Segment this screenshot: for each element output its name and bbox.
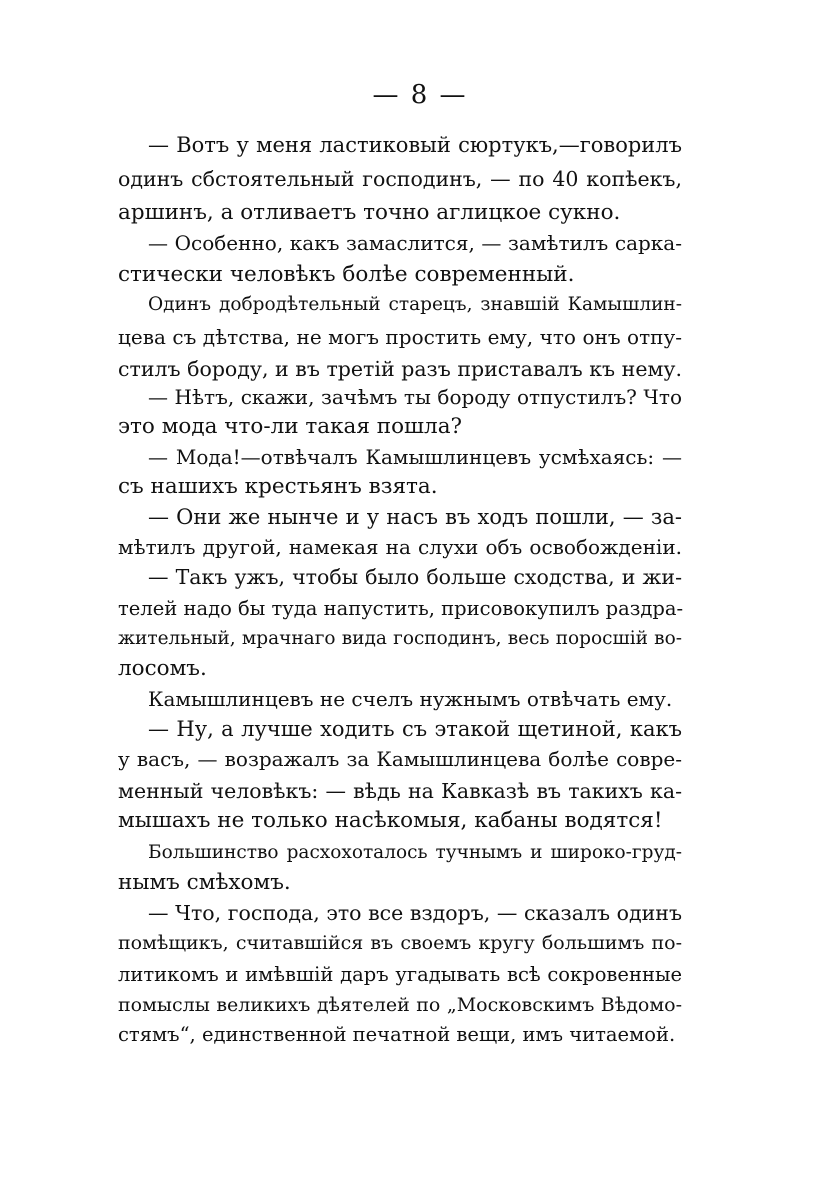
page-number: — 8 — <box>372 80 468 110</box>
text-line: — Вотъ у меня ластиковый сюртукъ,—говорилъ <box>148 133 682 157</box>
text-line: съ нашихъ крестьянъ взята. <box>118 474 438 499</box>
text-line: Камышлинцевъ не счелъ нужнымъ отвѣчать ему. <box>148 687 673 711</box>
text-line: помѣщикъ, считавшійся въ своемъ кругу большимъ по- <box>118 932 682 954</box>
text-line: — Нѣтъ, скажи, зачѣмъ ты бороду отпустилъ? Что <box>148 385 682 409</box>
text-line: — Особенно, какъ замаслится, — замѣтилъ сарка- <box>148 231 682 255</box>
text-line: литикомъ и имѣвшій даръ угадывать всѣ сокровенные <box>118 963 682 986</box>
text-line: мѣтилъ другой, намекая на слухи объ освобожденіи. <box>118 535 682 559</box>
text-line: жительный, мрачнаго вида господинъ, весь поросшій во- <box>118 628 682 649</box>
text-line: лосомъ. <box>118 656 207 681</box>
text-line: Одинъ добродѣтельный старецъ, знавшій Камышлин- <box>148 294 682 315</box>
text-line: стилъ бороду, и въ третій разъ приставалъ къ нему. <box>118 357 682 381</box>
text-line: стически человѣкъ болѣе современный. <box>118 262 575 287</box>
text-line: это мода что-ли такая пошла? <box>118 414 463 439</box>
text-line: — Мода!—отвѣчалъ Камышлинцевъ усмѣхаясь: — <box>148 445 682 469</box>
text-line: — Они же нынче и у насъ въ ходъ пошли, — за- <box>148 505 682 529</box>
text-line: телей надо бы туда напустить, присовокупилъ раздра- <box>118 597 684 620</box>
text-line: у васъ, — возражалъ за Камышлинцева болѣе совре- <box>118 747 682 771</box>
text-line: мышахъ не только насѣкомыя, кабаны водятся! <box>118 808 663 833</box>
text-line: одинъ сбстоятельный господинъ, — по 40 копѣекъ, <box>118 167 682 191</box>
text-line: менный человѣкъ: — вѣдь на Кавказѣ въ такихъ ка- <box>118 779 682 803</box>
text-line: Большинство расхохоталось тучнымъ и широко-груд- <box>148 842 682 863</box>
text-line: цева съ дѣтства, не могъ простить ему, что онъ отпу- <box>118 325 682 349</box>
text-line: аршинъ, а отливаетъ точно аглицкое сукно. <box>118 200 621 225</box>
text-line: помыслы великихъ дѣятелей по „Московскимъ Вѣдомо- <box>118 994 682 1016</box>
text-line: стямъ“, единственной печатной вещи, имъ читаемой. <box>118 1023 676 1046</box>
text-line: — Такъ ужъ, чтобы было больше сходства, и жи- <box>148 565 682 589</box>
text-line: — Что, господа, это все вздоръ, — сказалъ одинъ <box>148 901 682 925</box>
text-line: — Ну, а лучше ходить съ этакой щетиной, какъ <box>148 717 682 741</box>
text-line: нымъ смѣхомъ. <box>118 870 291 895</box>
